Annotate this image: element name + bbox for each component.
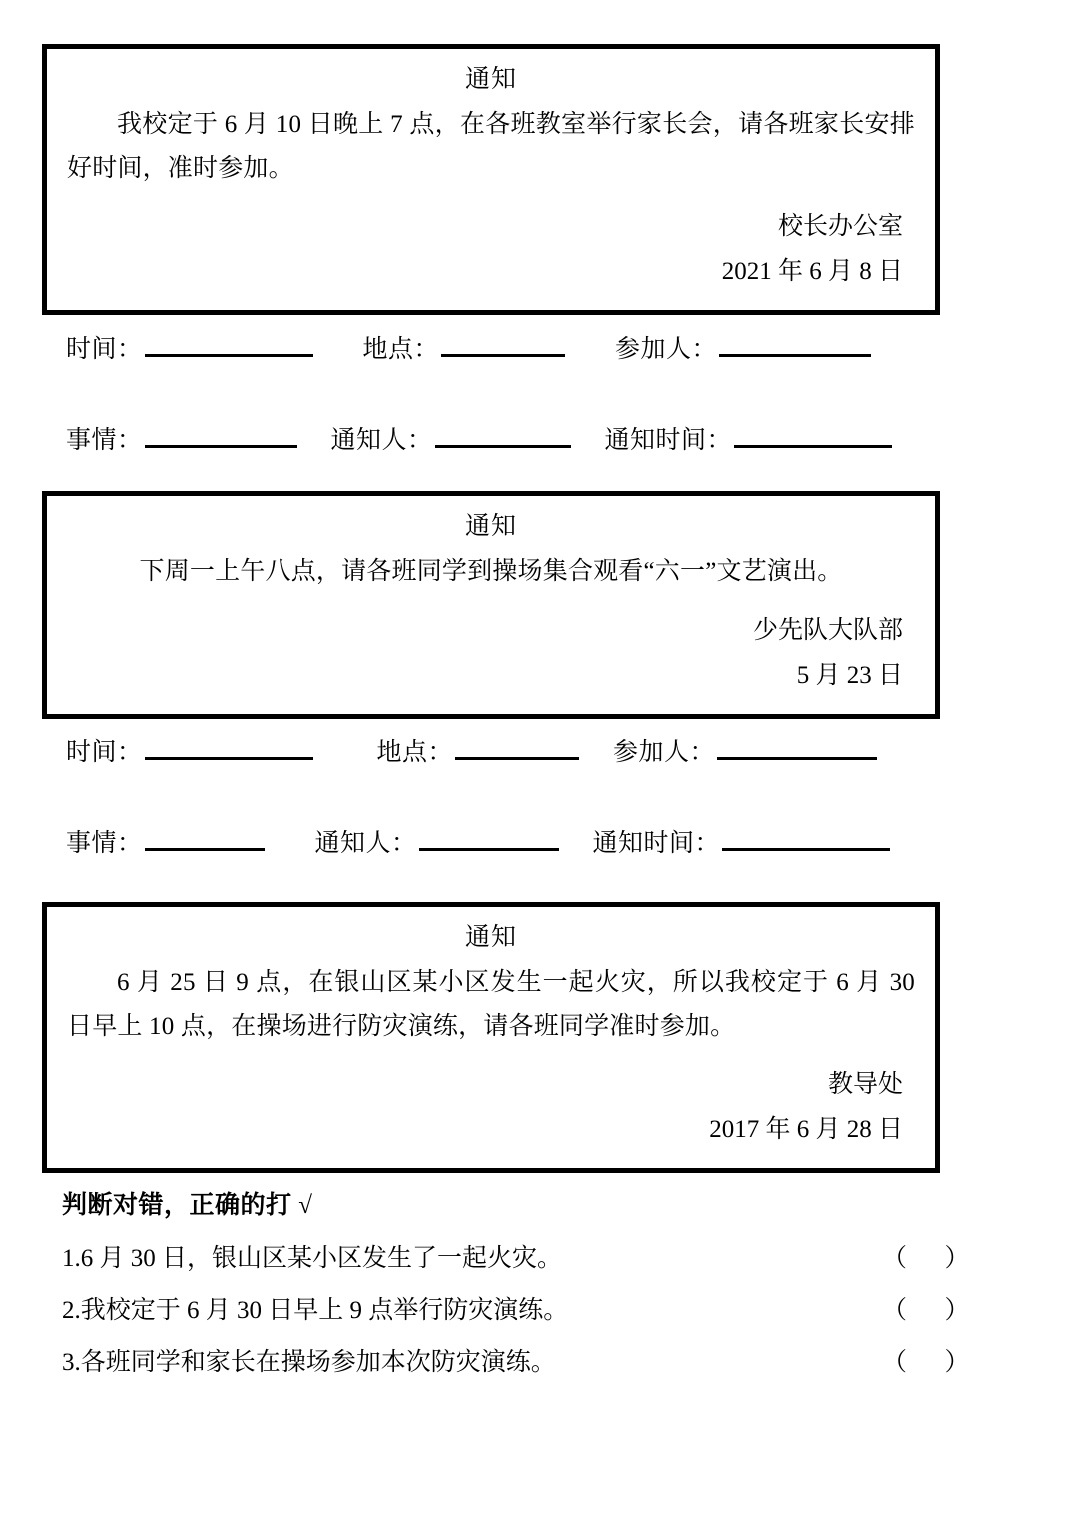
notice-body: 我校定于 6 月 10 日晚上 7 点，在各班教室举行家长会，请各班家长安排好时间，准时参加。 (67, 110, 915, 182)
field-notify-time (605, 419, 893, 456)
judgement-heading: 判断对错，正确的打 √ (62, 1192, 313, 1219)
judgement-item-number: 2. (62, 1297, 81, 1324)
field-participants-blank[interactable] (719, 328, 871, 357)
judgement-item-number: 3. (62, 1349, 81, 1376)
field-notify-time-label: 通知时间： (604, 427, 733, 454)
notice-date: 2021 年 6 月 8 日 (721, 258, 903, 286)
field-participants (613, 731, 877, 768)
field-place-blank[interactable] (455, 731, 579, 760)
fill-row-2 (0, 419, 1080, 456)
field-time (66, 731, 313, 768)
field-matter-label: 事情： (66, 427, 143, 454)
field-matter (66, 822, 265, 859)
field-participants-label: 参加人： (615, 336, 718, 363)
judgement-item-text: 我校定于 6 月 30 日早上 9 点举行防灾演练。 (80, 1297, 569, 1324)
judgement-item-1 (62, 1238, 1022, 1274)
fill-row-2 (0, 822, 1080, 859)
field-notifier-blank[interactable] (419, 822, 559, 851)
fill-row-1 (0, 328, 1080, 365)
field-place-label: 地点： (376, 739, 454, 766)
notice-signature: 教导处 (827, 1071, 903, 1099)
field-time-blank[interactable] (145, 731, 313, 760)
judgement-answer-box[interactable]: （ ） (882, 1245, 970, 1272)
field-place-label: 地点： (362, 336, 440, 363)
notice-date: 5 月 23 日 (796, 661, 903, 689)
judgement-item-3 (62, 1342, 1022, 1378)
notice-box-1 (42, 44, 940, 315)
field-notifier-blank[interactable] (435, 419, 571, 448)
field-notify-time-label: 通知时间： (592, 830, 721, 857)
field-participants-blank[interactable] (717, 731, 877, 760)
field-notifier (331, 419, 571, 456)
notice-date: 2017 年 6 月 28 日 (709, 1116, 903, 1144)
judgement-item-2 (62, 1290, 1022, 1326)
field-matter-label: 事情： (66, 830, 143, 857)
field-notify-time-blank[interactable] (722, 822, 890, 851)
notice-title: 通知 (464, 66, 517, 93)
notice-title: 通知 (464, 924, 517, 951)
field-notify-time (593, 822, 891, 859)
notice-box-2 (42, 491, 940, 719)
judgement-item-text: 各班同学和家长在操场参加本次防灾演练。 (80, 1349, 556, 1376)
notice-body: 6 月 25 日 9 点，在银山区某小区发生一起火灾，所以我校定于 6 月 30 日早上 10 点，在操场进行防灾演练，请各班同学准时参加。 (67, 968, 915, 1040)
notice-signature: 少先队大队部 (752, 616, 903, 644)
notice-box-3 (42, 902, 940, 1173)
field-place (377, 731, 580, 768)
field-participants-label: 参加人： (613, 739, 716, 766)
field-place-blank[interactable] (441, 328, 565, 357)
field-participants (615, 328, 871, 365)
field-matter-blank[interactable] (145, 822, 265, 851)
judgement-item-number: 1. (62, 1245, 81, 1272)
judgement-item-text: 6 月 30 日，银山区某小区发生了一起火灾。 (80, 1245, 563, 1272)
fill-in-block-1 (0, 328, 1080, 456)
notice-title: 通知 (464, 513, 517, 540)
field-time-label: 时间： (66, 739, 143, 766)
field-time (66, 328, 313, 365)
field-notify-time-blank[interactable] (734, 419, 892, 448)
field-time-label: 时间： (66, 336, 143, 363)
notice-body: 下周一上午八点，请各班同学到操场集合观看“六一”文艺演出。 (139, 557, 843, 585)
field-notifier-label: 通知人： (314, 830, 417, 857)
field-time-blank[interactable] (145, 328, 313, 357)
field-notifier (315, 822, 559, 859)
fill-in-block-2 (0, 731, 1080, 859)
field-notifier-label: 通知人： (330, 427, 433, 454)
field-matter (66, 419, 297, 456)
judgement-answer-box[interactable]: （ ） (882, 1349, 970, 1376)
fill-row-1 (0, 731, 1080, 768)
judgement-answer-box[interactable]: （ ） (882, 1297, 970, 1324)
field-place (363, 328, 566, 365)
notice-signature: 校长办公室 (777, 213, 903, 241)
field-matter-blank[interactable] (145, 419, 297, 448)
